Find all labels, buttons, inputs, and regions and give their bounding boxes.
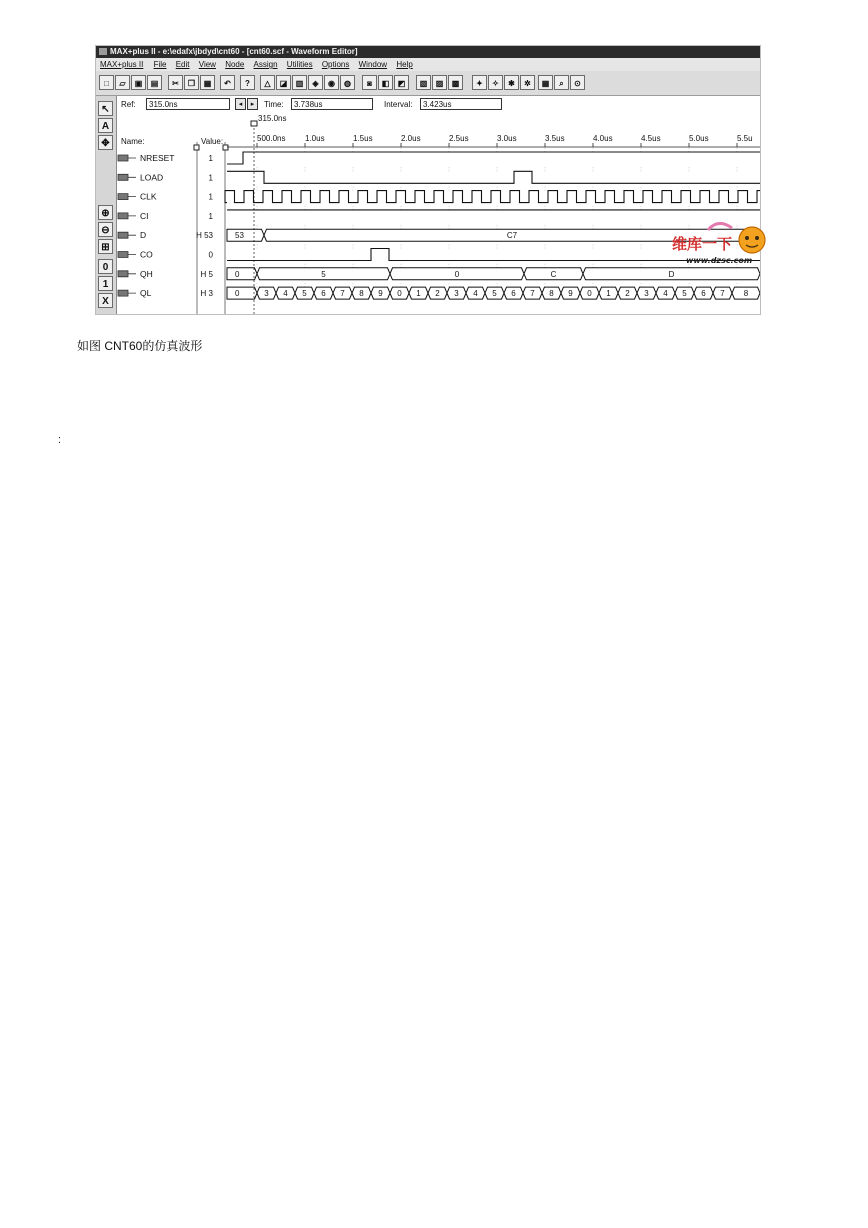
bus-value-ql: 3 [264, 289, 269, 299]
bus-value-ql: 8 [359, 289, 364, 299]
mascot-icon [739, 227, 765, 253]
save-icon[interactable]: ▣ [131, 75, 146, 90]
output-pin-icon [118, 290, 136, 296]
time-axis-tick-label: 5.0us [689, 134, 709, 143]
bus-value-ql: 8 [743, 289, 749, 299]
menu-utilities[interactable]: Utilities [286, 60, 313, 69]
zoom-fit-icon[interactable]: ⊙ [570, 75, 585, 90]
bus-value-ql: 1 [606, 289, 611, 299]
bus-value-qh: D [668, 269, 675, 279]
assign-icon[interactable]: ◧ [378, 75, 393, 90]
open-file-icon[interactable]: ▱ [115, 75, 130, 90]
signal-name-clk: CLK [140, 191, 157, 202]
bus-value-ql: 0 [235, 289, 240, 299]
time-axis-tick-label: 2.0us [401, 134, 421, 143]
signal-value-ci: 1 [208, 211, 213, 221]
signal-name-qh: QH [140, 268, 153, 279]
input-pin-icon [118, 232, 136, 238]
time-field[interactable]: 3.738us [291, 98, 373, 110]
bus-value-ql: 0 [587, 289, 592, 299]
signal-name-load: LOAD [140, 172, 164, 183]
next-transition-icon[interactable]: ▸ [247, 98, 258, 110]
new-file-icon[interactable]: □ [99, 75, 114, 90]
zoom-out-icon[interactable]: ⊖ [98, 222, 113, 237]
pin-icon[interactable]: ◩ [394, 75, 409, 90]
time-axis-tick-label: 1.5us [353, 134, 373, 143]
waveform-group-icon[interactable]: ✧ [488, 75, 503, 90]
menu-node[interactable]: Node [225, 60, 245, 69]
cut-icon[interactable]: ✂ [168, 75, 183, 90]
input-pin-icon [118, 174, 136, 180]
column-resize-handle[interactable] [223, 145, 228, 150]
clk-waveform [225, 191, 760, 203]
set-low-icon[interactable]: 0 [98, 259, 113, 274]
waveform-display[interactable] [96, 46, 760, 314]
copy-icon[interactable]: ❐ [184, 75, 199, 90]
figure-caption: 如图 CNT60的仿真波形 [77, 339, 203, 353]
bus-value-ql: 2 [435, 289, 440, 299]
watermark-brand: 维库一下 [672, 235, 733, 253]
time-axis-tick-label: 3.5us [545, 134, 565, 143]
time-axis-tick-label: 4.5us [641, 134, 661, 143]
menu-edit[interactable]: Edit [175, 60, 190, 69]
time-axis-tick-label: 500.0ns [257, 134, 286, 143]
hierarchy-up-icon[interactable]: △ [260, 75, 275, 90]
reference-cursor-handle[interactable] [251, 121, 257, 126]
time-axis-tick-label: 2.5us [449, 134, 469, 143]
input-pin-icon [118, 194, 136, 200]
stray-colon: : [58, 434, 62, 446]
signal-value-co: 0 [208, 250, 213, 260]
bus-value-ql: 6 [511, 289, 516, 299]
print-icon[interactable]: ▤ [147, 75, 162, 90]
bus-value-ql: 0 [397, 289, 402, 299]
bus-value-qh: 5 [321, 269, 326, 279]
menu-file[interactable]: File [153, 60, 167, 69]
bus-value-qh: 0 [454, 269, 460, 279]
bus-segment-ql [227, 287, 257, 299]
analyze-icon[interactable]: ▩ [448, 75, 463, 90]
fit-window-icon[interactable]: ⊞ [98, 239, 113, 254]
grid-icon[interactable]: ▦ [538, 75, 553, 90]
bus-segment-qh [227, 268, 257, 280]
mascot-eye-icon [745, 236, 749, 240]
signal-name-ql: QL [140, 288, 152, 299]
bus-value-d: C7 [506, 231, 518, 241]
interval-label: Interval: [384, 100, 413, 109]
bus-value-qh: C [550, 269, 557, 279]
bus-value-ql: 6 [701, 289, 706, 299]
menu-view[interactable]: View [198, 60, 216, 69]
bus-value-ql: 7 [720, 289, 725, 299]
menu-assign[interactable]: Assign [253, 60, 278, 69]
bus-value-qh: 0 [235, 269, 240, 279]
prev-transition-icon[interactable]: ◂ [235, 98, 246, 110]
signal-value-load: 1 [208, 173, 213, 183]
help-pointer-icon[interactable]: ? [240, 75, 255, 90]
column-resize-handle[interactable] [194, 145, 199, 150]
bus-value-ql: 8 [549, 289, 554, 299]
floorplan-icon[interactable]: ▥ [292, 75, 307, 90]
bus-value-ql: 3 [454, 289, 459, 299]
input-pin-icon [118, 213, 136, 219]
signal-value-ql: H 3 [200, 289, 213, 299]
text-tool-icon[interactable]: A [98, 118, 113, 133]
output-pin-icon [118, 252, 136, 258]
bus-value-ql: 6 [321, 289, 326, 299]
signal-name-d: D [140, 230, 147, 241]
signal-value-nreset: 1 [208, 154, 213, 163]
mascot-eye-icon [755, 236, 759, 240]
dzsc-watermark [668, 216, 776, 270]
bus-value-ql: 9 [378, 289, 383, 299]
bus-value-ql: 4 [473, 289, 478, 299]
compiler-icon[interactable]: ◈ [308, 75, 323, 90]
ref-field[interactable]: 315.0ns [146, 98, 230, 110]
bus-value-ql: 5 [682, 289, 687, 299]
bus-value-ql: 4 [663, 289, 668, 299]
menu-window[interactable]: Window [358, 60, 388, 69]
bus-segment-d [227, 229, 264, 241]
zoom-in-icon[interactable]: ⊕ [98, 205, 113, 220]
selection-arrow-icon[interactable]: ↖ [98, 101, 113, 116]
bus-value-ql: 7 [340, 289, 345, 299]
name-column-header: Name: [121, 137, 145, 146]
drag-node-icon[interactable]: ✥ [98, 135, 113, 150]
compile-icon[interactable]: ▧ [416, 75, 431, 90]
bus-value-ql: 3 [644, 289, 649, 299]
waveform-ungroup-icon[interactable]: ✱ [504, 75, 519, 90]
menu-options[interactable]: Options [321, 60, 350, 69]
bus-value-ql: 4 [283, 289, 288, 299]
time-axis-tick-label: 3.0us [497, 134, 517, 143]
bus-value-ql: 7 [530, 289, 535, 299]
signal-name-nreset: NRESET [140, 153, 175, 163]
set-unknown-icon[interactable]: X [98, 293, 113, 308]
nreset-waveform [227, 152, 760, 164]
signal-value-clk: 1 [208, 192, 213, 202]
ref-label: Ref: [121, 100, 136, 109]
load-waveform [227, 171, 760, 183]
hierarchy-icon[interactable]: ◪ [276, 75, 291, 90]
find-icon[interactable]: ⌕ [554, 75, 569, 90]
simulate-icon[interactable]: ▨ [432, 75, 447, 90]
time-label: Time: [264, 100, 284, 109]
menu-help[interactable]: Help [396, 60, 413, 69]
input-pin-icon [118, 155, 136, 161]
waveform-editor-screenshot [95, 45, 761, 315]
overwrite-icon[interactable]: ✲ [520, 75, 535, 90]
watermark-url: www.dzsc.com [686, 256, 753, 265]
menu-app[interactable]: MAX+plus II [100, 60, 144, 69]
signal-value-qh: H 5 [200, 269, 213, 279]
paste-icon[interactable]: ▦ [200, 75, 215, 90]
signal-name-co: CO [140, 249, 153, 260]
bus-value-d: 53 [235, 231, 244, 241]
undo-icon[interactable]: ↶ [220, 75, 235, 90]
bus-value-ql: 1 [416, 289, 421, 299]
timing-icon[interactable]: ◍ [340, 75, 355, 90]
programmer-icon[interactable]: ◙ [362, 75, 377, 90]
time-axis-tick-label: 1.0us [305, 134, 325, 143]
window-title: MAX+plus II - e:\edafx\jbdyd\cnt60 - [cnt60.scf - Waveform Editor] [110, 47, 358, 56]
time-axis-tick-label: 5.5u [737, 134, 753, 143]
bus-value-ql: 5 [492, 289, 497, 299]
signal-value-d: H 53 [196, 231, 213, 241]
snap-icon[interactable]: ✦ [472, 75, 487, 90]
bus-value-ql: 9 [568, 289, 573, 299]
simulator-icon[interactable]: ◉ [324, 75, 339, 90]
bus-value-ql: 2 [625, 289, 630, 299]
cursor-time-label: 315.0ns [258, 114, 287, 123]
ribbon-icon [708, 223, 732, 230]
bus-value-ql: 5 [302, 289, 307, 299]
time-axis-tick-label: 4.0us [593, 134, 613, 143]
interval-field[interactable]: 3.423us [420, 98, 502, 110]
value-column-header: Value: [201, 137, 224, 146]
set-high-icon[interactable]: 1 [98, 276, 113, 291]
signal-name-ci: CI [140, 210, 149, 221]
output-pin-icon [118, 271, 136, 277]
